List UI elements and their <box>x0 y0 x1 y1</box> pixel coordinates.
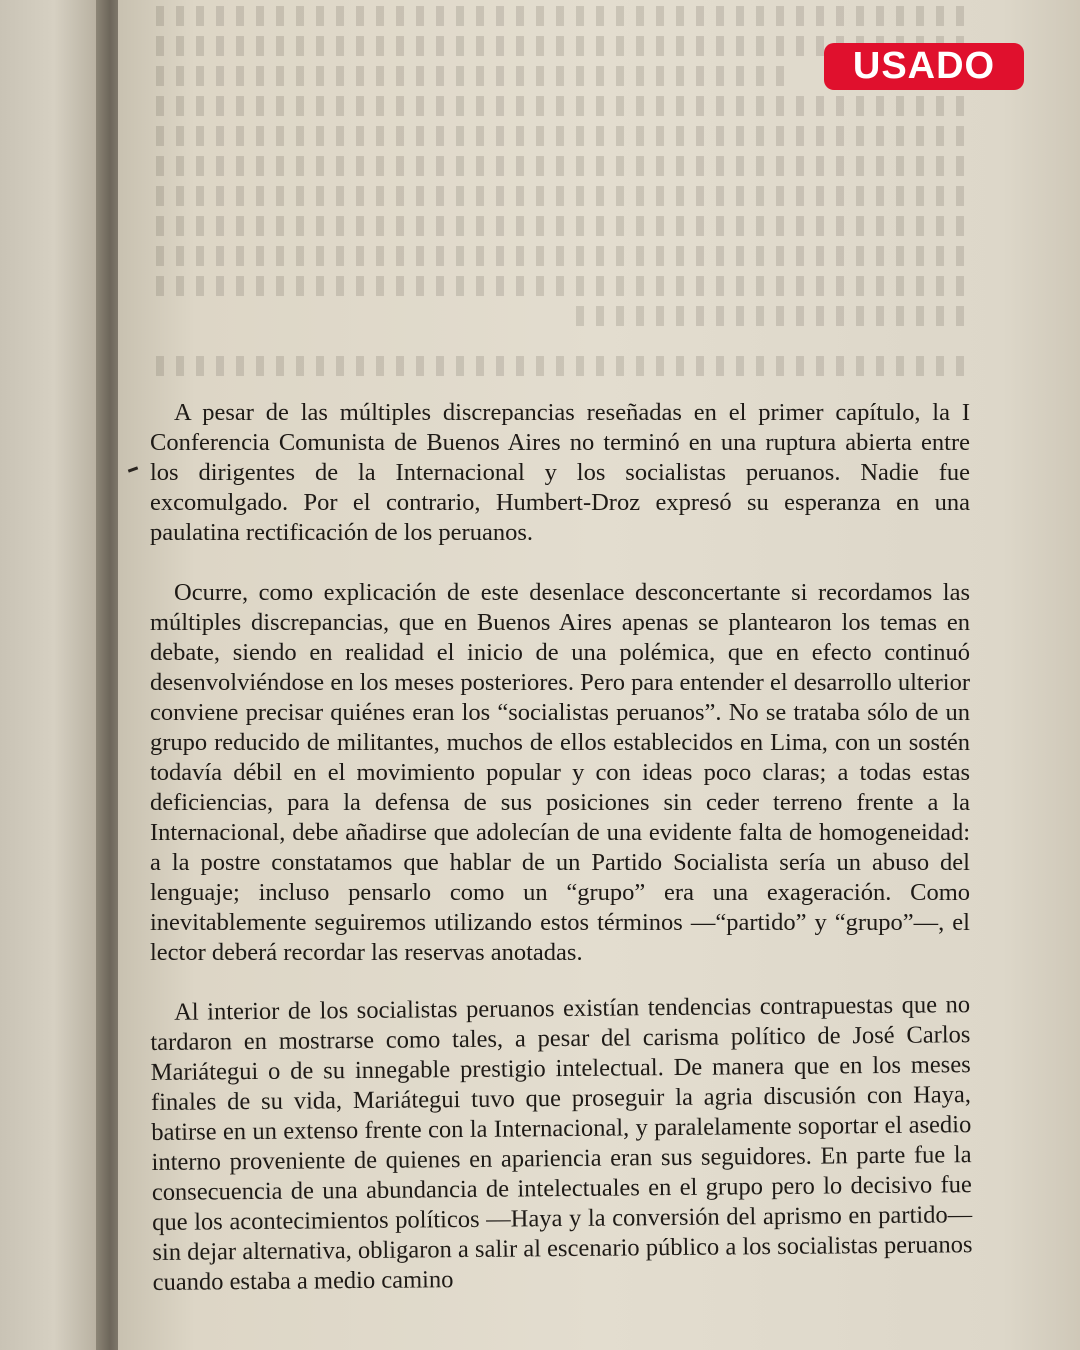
paragraph-2: Ocurre, como explicación de este desenlace desconcertante si recordamos las múltiples discrepancias, que en Buenos Aires apenas se plantearon los temas en debate, siendo en realidad el inicio de una polémica, que en efecto continuó desenvolviéndose en los meses posteriores. Pero para entender el desarrollo ulterior conviene precisar quiénes eran los “socialistas peruanos”. No se trataba sólo de un grupo reducido de militantes, muchos de ellos establecidos en Lima, con un sostén todavía débil en el movimiento popular y con ideas poco claras; a todas estas deficiencias, para la defensa de sus posiciones sin ceder terreno frente a la Internacional, debe añadirse que adolecían de una evidente falta de homogeneidad: a la postre constatamos que hablar de un Partido Socialista sería un abuso del lenguaje; incluso pensarlo como un “grupo” era una exageración. Como inevitablemente seguiremos utilizando estos términos —“partido” y “grupo”—, el lector deberá recordar las reservas anotadas. <box>150 579 970 966</box>
used-badge <box>824 43 1024 90</box>
used-badge-label: USADO <box>852 45 996 87</box>
paragraph-3: Al interior de los socialistas peruanos existían tendencias contrapuestas que no tardaron en mostrarse como tales, a pesar del carisma político de José Carlos Mariátegui o de su innegable prestigio intelectual. De manera que en los meses finales de su vida, Mariátegui tuvo que proseguir la agria discusión con Haya, batirse en un extenso frente con la Internacional, y paralelamente soportar el asedio interno proveniente de quienes en apariencia eran sus seguidores. En parte fue la consecuencia de una abundancia de intelectuales en el grupo pero lo decisivo fue que los acontecimientos políticos —Haya y la conversión del aprismo en partido— sin dejar alternativa, obligaron a salir al escenario público a los socialistas peruanos cuando estaba a medio camino <box>150 991 973 1296</box>
paragraph-1: A pesar de las múltiples discrepancias reseñadas en el primer capítulo, la I Conferencia Comunista de Buenos Aires no terminó en una ruptura abierta entre los dirigentes de la Internacional y los socialistas peruanos. Nadie fue excomulgado. Por el contrario, Humbert-Droz expresó su esperanza en una paulatina rectificación de los peruanos. <box>150 399 970 546</box>
page-body-text <box>150 398 973 1298</box>
